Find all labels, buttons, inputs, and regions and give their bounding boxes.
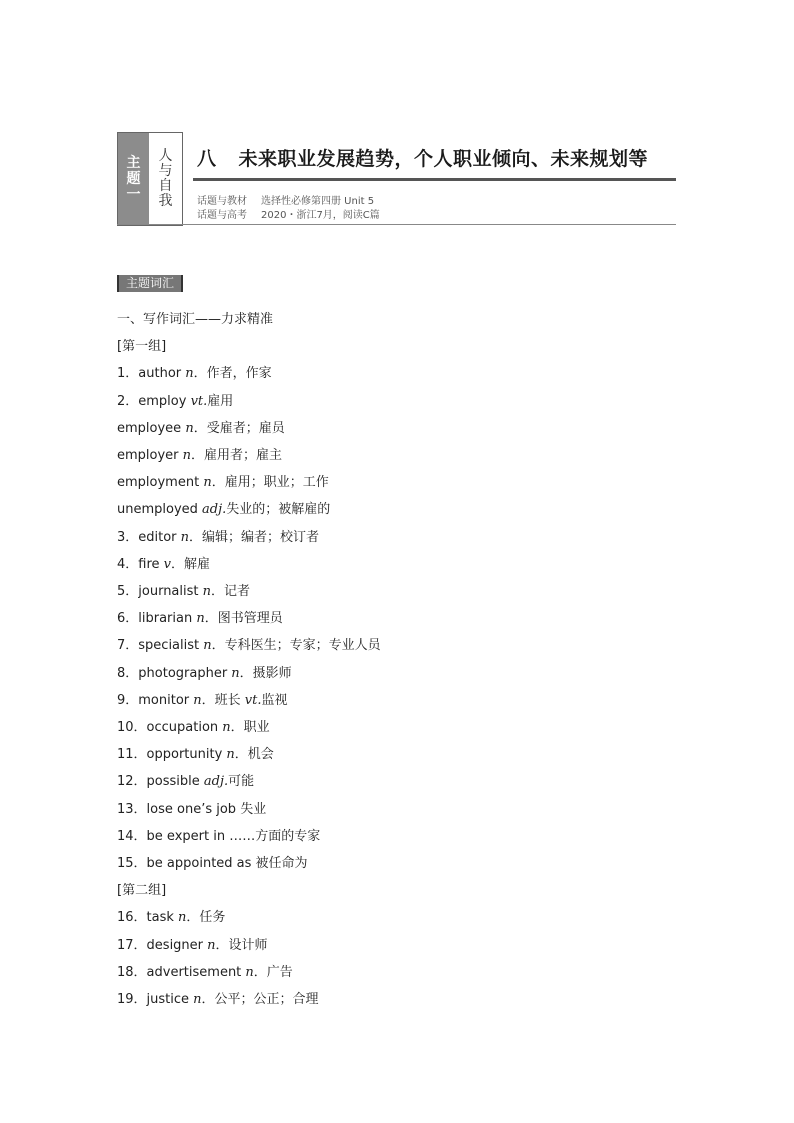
- part-of-speech: n: [193, 992, 202, 1007]
- part-of-speech: n: [178, 910, 187, 926]
- vocab-term: 5．journalist: [117, 584, 203, 599]
- vocab-term: 19．justice: [117, 992, 194, 1007]
- vocab-meaning: ．受雇者；雇员: [193, 420, 285, 436]
- vocab-line: [117, 934, 268, 953]
- vocab-line: [117, 743, 274, 762]
- theme-name-char: 自: [158, 178, 173, 194]
- vocab-line: [117, 662, 292, 681]
- vocab-meaning: ．摄影师: [239, 665, 292, 681]
- vocab-term: 3．editor: [117, 529, 181, 545]
- vocab-meaning: ．雇用；职业；工作: [211, 475, 329, 491]
- theme-name: [149, 133, 182, 225]
- vocab-meaning: ．职业: [230, 720, 270, 735]
- vocab-term: 15．be appointed as 被任命为: [117, 856, 308, 871]
- title-rule: [193, 178, 676, 181]
- theme-name-char: 我: [158, 193, 173, 209]
- meta-value: 选择性必修第四册 Unit 5: [261, 196, 375, 207]
- vocab-term: unemployed: [117, 502, 203, 518]
- vocab-line: [117, 308, 273, 327]
- vocab-term: 13．lose one’s job 失业: [117, 801, 267, 817]
- vocab-line: [117, 961, 293, 980]
- theme-label-char: 主: [126, 155, 141, 171]
- vocab-meaning: ．图书管理员: [204, 611, 283, 627]
- part-of-speech: n: [222, 720, 231, 735]
- part-of-speech: n: [180, 529, 190, 545]
- vocab-line: [117, 906, 225, 925]
- vocab-term: 10．occupation: [117, 720, 223, 735]
- vocab-term: 17．designer: [117, 937, 208, 953]
- part-of-speech: n: [196, 611, 205, 627]
- vocab-line: [117, 471, 329, 490]
- header-divider: [117, 224, 676, 225]
- theme-label-char: 题: [126, 171, 141, 187]
- vocab-line: [117, 825, 320, 844]
- vocab-meaning: ．班长: [201, 692, 245, 708]
- part-of-speech: n: [182, 448, 192, 463]
- vocab-term: 16．task: [117, 910, 179, 926]
- vocab-line: [117, 417, 285, 436]
- vocab-line: [117, 798, 266, 817]
- vocab-term: [第一组]: [117, 339, 167, 355]
- meta-textbook: [197, 192, 374, 207]
- vocab-meaning: 监视: [261, 692, 288, 708]
- vocab-term: employment: [117, 475, 204, 491]
- part-of-speech: n: [226, 747, 235, 763]
- vocab-term: employer: [117, 448, 183, 463]
- vocab-term: 1．author: [117, 366, 186, 382]
- vocab-line: [117, 335, 166, 354]
- theme-name-char: 与: [158, 163, 173, 179]
- part-of-speech: n: [185, 420, 194, 436]
- theme-label-char: 一: [126, 187, 141, 203]
- section-tag: 主题词汇: [117, 275, 183, 292]
- vocab-meaning: ．编辑；编者；校订者: [189, 529, 320, 545]
- vocab-line: [117, 689, 288, 708]
- part-of-speech: n: [231, 665, 240, 681]
- vocab-meaning: ．设计师: [215, 937, 268, 953]
- vocab-term: 8．photographer: [117, 665, 232, 681]
- vocab-line: [117, 580, 250, 599]
- meta-label: 话题与教材: [197, 196, 247, 207]
- vocab-term: employee: [117, 420, 186, 436]
- vocab-term: 4．fire: [117, 556, 164, 572]
- vocab-line: [117, 634, 381, 653]
- title-text: 未来职业发展趋势，个人职业倾向、未来规划等: [238, 148, 649, 170]
- vocab-term: 11．opportunity: [117, 747, 227, 763]
- page-title: [197, 144, 648, 171]
- vocab-term: 6．librarian: [117, 611, 197, 627]
- part-of-speech: adj.: [202, 502, 227, 518]
- vocab-term: [第二组]: [117, 883, 167, 899]
- vocab-meaning: 可能: [228, 774, 255, 790]
- theme-label: [118, 133, 149, 225]
- vocab-term: 9．monitor: [117, 692, 194, 708]
- part-of-speech: n: [207, 937, 216, 953]
- vocab-term: 一、写作词汇——力求精准: [117, 312, 274, 327]
- part-of-speech: n: [203, 638, 212, 654]
- title-number: 八: [197, 148, 217, 170]
- vocab-meaning: ．机会: [234, 747, 274, 763]
- vocab-line: [117, 498, 330, 517]
- vocab-line: [117, 390, 233, 409]
- meta-value: 2020・浙江7月，阅读C篇: [261, 210, 380, 221]
- vocab-line: [117, 444, 282, 463]
- vocab-term: 18．advertisement: [117, 964, 246, 980]
- part-of-speech: vt.: [244, 692, 262, 708]
- vocab-line: [117, 770, 254, 789]
- vocab-line: [117, 362, 272, 381]
- part-of-speech: n: [193, 692, 202, 708]
- vocab-meaning: ．任务: [186, 910, 226, 926]
- vocab-line: [117, 988, 319, 1007]
- vocab-line: [117, 716, 270, 735]
- theme-badge: [117, 132, 183, 226]
- part-of-speech: n: [185, 366, 194, 382]
- vocab-meaning: ．记者: [211, 584, 251, 599]
- vocab-meaning: 失业的；被解雇的: [226, 502, 331, 518]
- part-of-speech: adj.: [203, 774, 229, 790]
- part-of-speech: vt.: [190, 393, 208, 409]
- vocab-meaning: ．专科医生；专家；专业人员: [211, 638, 381, 654]
- vocab-meaning: ．雇用者；雇主: [191, 448, 283, 463]
- vocab-line: [117, 607, 283, 626]
- vocab-term: 14．be expert in ……方面的专家: [117, 828, 321, 844]
- vocab-meaning: ．广告: [253, 964, 293, 980]
- theme-name-char: 人: [158, 148, 173, 164]
- vocab-line: [117, 553, 210, 572]
- part-of-speech: n: [203, 475, 212, 491]
- meta-exam: [197, 206, 380, 221]
- vocab-line: [117, 526, 319, 545]
- meta-label: 话题与高考: [197, 210, 247, 221]
- vocab-line: [117, 852, 308, 871]
- vocab-term: 2．employ: [117, 393, 191, 409]
- vocab-term: 12．possible: [117, 774, 204, 790]
- vocab-meaning: ．解雇: [171, 556, 211, 572]
- vocab-meaning: 雇用: [207, 393, 234, 409]
- part-of-speech: n: [202, 584, 211, 599]
- vocab-term: 7．specialist: [117, 638, 204, 654]
- vocab-meaning: ．公平；公正；合理: [201, 992, 319, 1007]
- vocab-line: [117, 879, 166, 898]
- vocab-meaning: ．作者，作家: [193, 366, 272, 382]
- part-of-speech: v: [163, 556, 172, 572]
- part-of-speech: n: [245, 964, 254, 980]
